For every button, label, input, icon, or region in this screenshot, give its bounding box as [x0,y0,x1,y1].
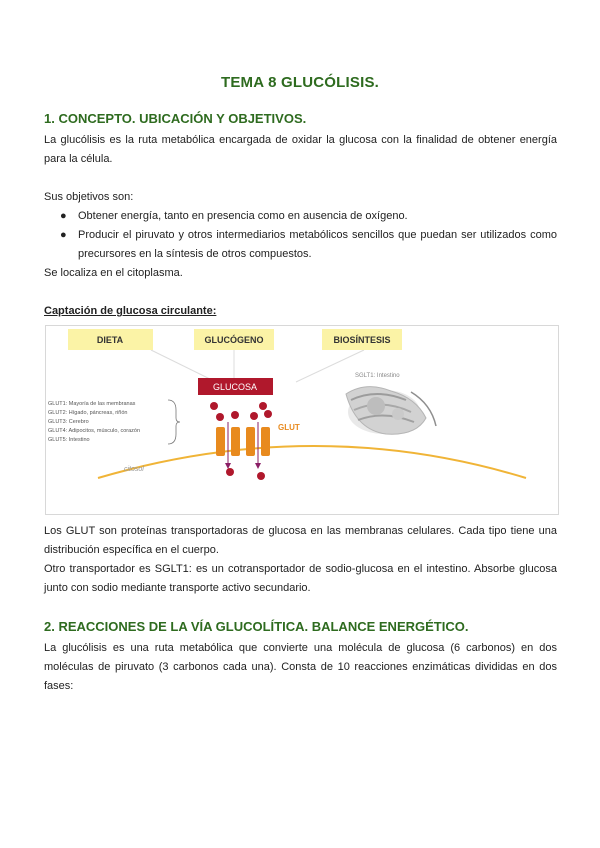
objectives-list [60,207,557,264]
glucose-molecule [210,402,218,410]
glucose-molecule [250,412,258,420]
glucose-molecule [264,410,272,418]
cytosol-label: citosol [124,466,144,473]
sglt-label: SGLT1: Intestino [355,373,400,379]
cell-membrane-arc [98,446,526,478]
glycogen-label: GLUCÓGENO [204,335,264,345]
biosynthesis-line [296,350,364,382]
glut-channel [246,427,255,456]
bullet-icon: ● [60,210,67,222]
glut-label: GLUT [278,423,300,432]
glut-channel [261,427,270,456]
glut-type: GLUT4: Adipocitos, músculo, corazón [48,428,141,434]
list-item: ● Producir el piruvato y otros intermediarios metabólicos sencillos que puedan ser utilizados como precursores en la síntesis de otros compuestos. [60,226,557,264]
diet-line [151,350,216,382]
glut-type: GLUT5: Intestino [48,437,90,443]
glucose-uptake-figure [45,325,559,515]
objectives-label: Sus objetivos son: [44,191,134,203]
diet-label: DIETA [96,335,124,345]
list-item: ● Obtener energía, tanto en presencia como en ausencia de oxígeno. [60,207,557,226]
glucose-uptake-diagram [46,326,558,514]
location-text: Se localiza en el citoplasma. [44,267,183,279]
glut-type: GLUT1: Mayoría de las membranas [48,401,136,407]
glut-channel [216,427,225,456]
page-title: TEMA 8 GLUCÓLISIS. [220,74,380,91]
section-2-text: La glucólisis es una ruta metabólica que convierte una molécula de glucosa (6 carbonos) en dos moléculas de piruvato (3 carbonos cada una). Consta de 10 reacciones enzimáticas divididas en dos fases: [44,642,557,692]
section-1-intro: La glucólisis es la ruta metabólica encargada de oxidar la glucosa con la finalidad de obtener energía para la célula. [44,134,557,165]
capture-subheading: Captación de glucosa circulante: [44,305,217,317]
glut-type: GLUT2: Hígado, páncreas, riñón [48,410,128,416]
glut-description: Los GLUT son proteínas transportadoras de glucosa en las membranas celulares. Cada tipo tiene una distribución específica en el cuerpo. [44,525,557,556]
glucose-molecule [259,402,267,410]
glut-types-list [48,401,140,443]
glut-brace [168,400,180,444]
glut-channel [231,427,240,456]
section-1-heading: 1. CONCEPTO. UBICACIÓN Y OBJETIVOS. [44,111,307,126]
bullet-icon: ● [60,229,67,241]
arrow-head-icon [255,463,261,469]
sglt1-structure-image [346,387,436,435]
section-2-heading: 2. REACCIONES DE LA VÍA GLUCOLÍTICA. BALANCE ENERGÉTICO. [44,619,469,634]
glucose-label: GLUCOSA [212,382,258,392]
glucose-molecule [257,472,265,480]
glucose-molecule [231,411,239,419]
glucose-molecule [226,468,234,476]
glut-type: GLUT3: Cerebro [48,419,89,425]
biosynthesis-label: BIOSÍNTESIS [333,335,391,345]
sglt1-description: Otro transportador es SGLT1: es un cotransportador de sodio-glucosa en el intestino. Absorbe glucosa junto con sodio mediante transporte activo secundario. [44,563,557,594]
glucose-molecule [216,413,224,421]
